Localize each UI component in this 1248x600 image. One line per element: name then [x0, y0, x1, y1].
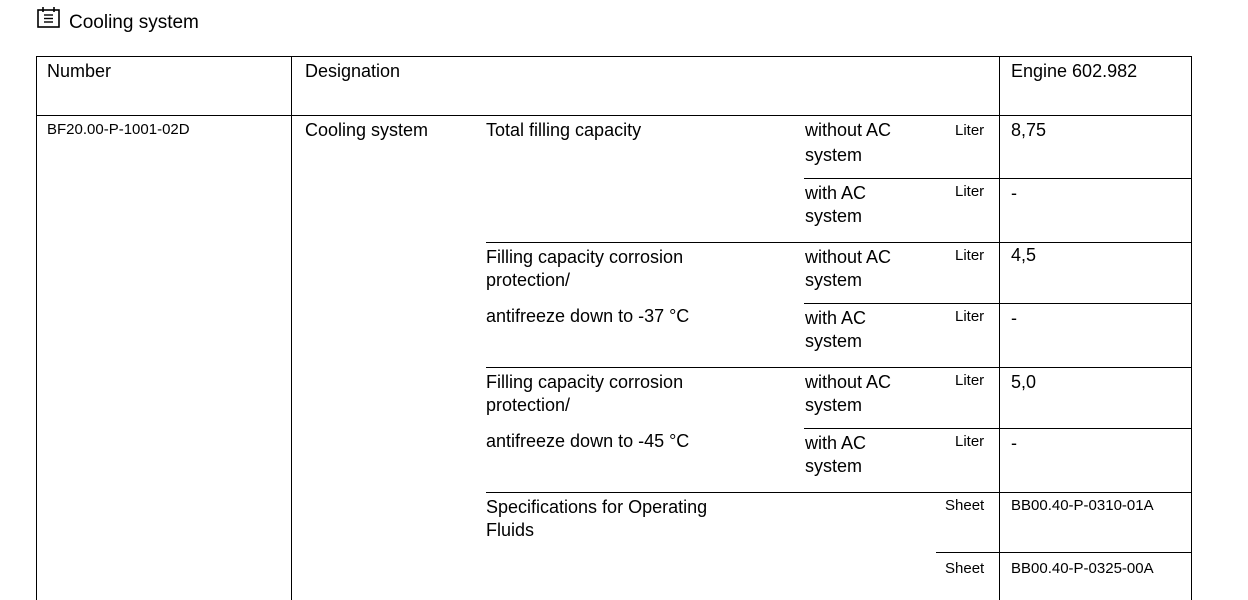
value-cell: 5,0 — [1011, 372, 1037, 392]
item-label: Filling capacity corrosion — [486, 372, 684, 392]
condition-label: with AC — [805, 433, 867, 453]
value-cell: 8,75 — [1011, 120, 1047, 140]
sheet-reference-link[interactable]: BB00.40-P-0310-01A — [1011, 497, 1154, 514]
document-list-icon — [37, 6, 61, 28]
unit-label: Sheet — [945, 560, 985, 577]
item-sublabel: antifreeze down to -37 °C — [486, 306, 690, 326]
item-label: protection/ — [486, 395, 571, 415]
condition-label: system — [805, 145, 863, 165]
condition-label: without AC — [805, 247, 892, 267]
condition-label: system — [805, 331, 863, 351]
condition-label: with AC — [805, 183, 867, 203]
value-cell: - — [1011, 183, 1017, 203]
item-label: Total filling capacity — [486, 120, 642, 140]
condition-label: system — [805, 395, 863, 415]
column-header-engine: Engine 602.982 — [1011, 61, 1138, 81]
value-cell: - — [1011, 433, 1017, 453]
condition-label: without AC — [805, 372, 892, 392]
unit-label: Liter — [955, 247, 985, 264]
value-cell: 4,5 — [1011, 245, 1037, 265]
unit-label: Liter — [955, 433, 985, 450]
item-sublabel: antifreeze down to -45 °C — [486, 431, 690, 451]
unit-label: Sheet — [945, 497, 985, 514]
condition-label: system — [805, 456, 863, 476]
unit-label: Liter — [955, 183, 985, 200]
value-cell: - — [1011, 308, 1017, 328]
item-label: Specifications for Operating — [486, 497, 708, 517]
condition-label: system — [805, 206, 863, 226]
item-label: Fluids — [486, 520, 535, 540]
condition-label: without AC — [805, 120, 892, 140]
condition-label: system — [805, 270, 863, 290]
condition-label: with AC — [805, 308, 867, 328]
unit-label: Liter — [955, 122, 985, 139]
page-title: Cooling system — [69, 12, 199, 33]
unit-label: Liter — [955, 308, 985, 325]
item-label: Filling capacity corrosion — [486, 247, 684, 267]
sheet-reference-link[interactable]: BB00.40-P-0325-00A — [1011, 560, 1154, 577]
column-header-designation: Designation — [305, 61, 401, 81]
group-label: Cooling system — [305, 120, 429, 140]
document-number: BF20.00-P-1001-02D — [47, 121, 190, 138]
item-label: protection/ — [486, 270, 571, 290]
column-header-number: Number — [47, 61, 112, 81]
unit-label: Liter — [955, 372, 985, 389]
